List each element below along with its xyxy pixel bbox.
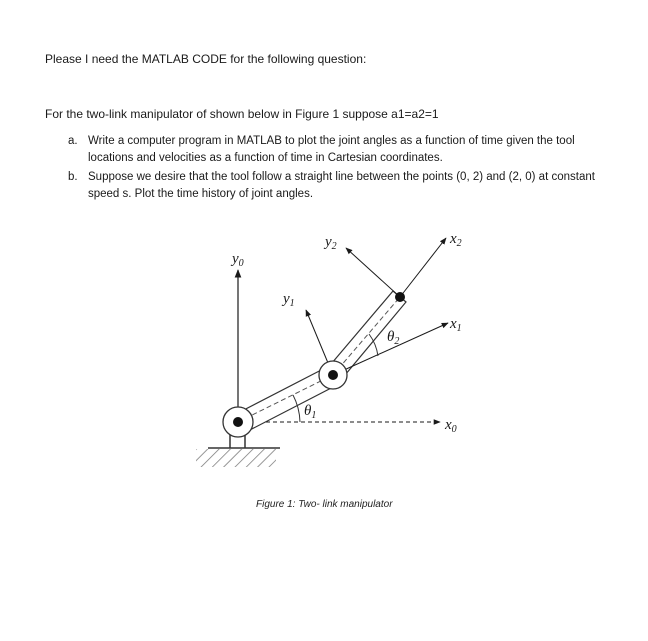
part-a-letter: a. (68, 135, 78, 147)
theta2-label: $\theta_2$ (387, 329, 400, 347)
tool-point (395, 292, 405, 302)
x1-label: $x_1$ (450, 316, 462, 334)
figure-caption: Figure 1: Two- link manipulator (256, 499, 393, 510)
x0-label: $x_0$ (445, 417, 457, 435)
x2-axis (400, 238, 446, 297)
intro-text: Please I need the MATLAB CODE for the following question: (45, 52, 367, 66)
y0-label: $y_0$ (232, 251, 244, 269)
y1-label: $y_1$ (283, 291, 295, 309)
part-a-text: Write a computer program in MATLAB to plot the joint angles as a function of time given the tool locations and velocities as a function of time in Cartesian coordinates. (88, 135, 575, 164)
part-b-text: Suppose we desire that the tool follow a straight line between the points (0, 2) and (2, 0) at constant speed s. Plot the time history of joint angles. (88, 171, 595, 200)
y2-axis (346, 248, 400, 297)
question-text: For the two-link manipulator of shown below in Figure 1 suppose a1=a2=1 (45, 107, 439, 121)
base-joint (223, 407, 253, 437)
elbow-joint (319, 361, 347, 389)
x2-label: $x_2$ (450, 231, 462, 249)
y2-label: $y_2$ (325, 234, 337, 252)
theta1-label: $\theta_1$ (304, 403, 317, 421)
part-b-letter: b. (68, 171, 78, 183)
